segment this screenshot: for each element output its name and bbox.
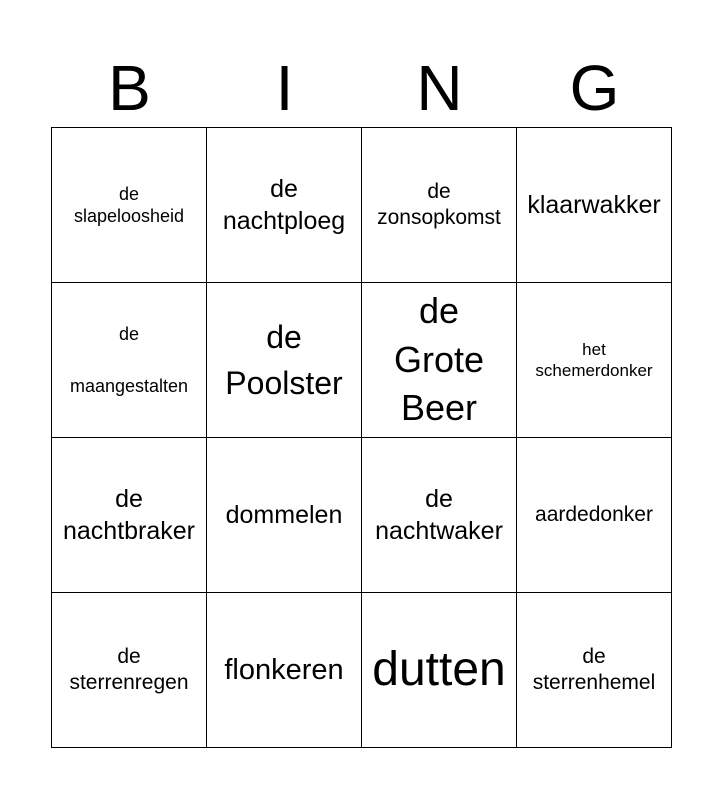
cell-word: Poolster xyxy=(225,365,343,401)
bingo-cell[interactable] xyxy=(207,283,362,438)
cell-word: de xyxy=(117,644,141,668)
cell-text xyxy=(535,502,653,528)
cell-word: de xyxy=(266,318,302,355)
cell-text xyxy=(225,314,342,407)
bingo-cell[interactable] xyxy=(517,438,672,593)
cell-word: de xyxy=(118,183,140,204)
header-letter-b: B xyxy=(108,52,151,124)
cell-word: maangestalten xyxy=(69,376,189,396)
cell-text xyxy=(377,179,501,232)
header-letter-g: G xyxy=(569,52,620,124)
cell-text xyxy=(63,483,195,547)
cell-text xyxy=(70,308,188,412)
bingo-cell[interactable] xyxy=(362,128,517,283)
cell-text xyxy=(535,339,652,382)
bingo-cell[interactable] xyxy=(517,283,672,438)
cell-word: flonkeren xyxy=(224,653,344,686)
bingo-cell[interactable] xyxy=(207,128,362,283)
cell-word: klaarwakker xyxy=(527,191,661,219)
cell-text xyxy=(375,483,503,547)
bingo-cell[interactable] xyxy=(52,128,207,283)
cell-word: nachtploeg xyxy=(222,207,346,235)
cell-text xyxy=(74,183,184,228)
cell-word: de xyxy=(427,179,451,203)
bingo-cell[interactable] xyxy=(362,283,517,438)
cell-word: dommelen xyxy=(225,501,343,529)
bingo-cell[interactable] xyxy=(362,593,517,748)
cell-word: aardedonker xyxy=(535,502,653,526)
cell-text xyxy=(69,644,188,697)
cell-word: schemerdonker xyxy=(535,361,653,380)
cell-word: de xyxy=(115,485,143,513)
bingo-header xyxy=(52,52,672,124)
bingo-cell[interactable] xyxy=(362,438,517,593)
bingo-cell[interactable] xyxy=(207,438,362,593)
bingo-cell[interactable] xyxy=(517,593,672,748)
bingo-cell[interactable] xyxy=(517,128,672,283)
cell-text xyxy=(223,173,345,237)
cell-text xyxy=(224,649,343,691)
cell-text xyxy=(533,644,656,697)
cell-word: sterrenhemel xyxy=(532,671,656,694)
cell-word: de xyxy=(582,644,606,668)
header-letter-i: I xyxy=(275,52,294,124)
bingo-cell[interactable] xyxy=(207,593,362,748)
cell-text xyxy=(394,287,484,434)
cell-word: nachtwaker xyxy=(375,517,503,545)
cell-word: het xyxy=(582,339,606,359)
header-letter-n: N xyxy=(416,52,463,124)
bingo-cell[interactable] xyxy=(52,283,207,438)
cell-word: Grote xyxy=(393,338,485,380)
cell-word: de xyxy=(118,323,140,344)
cell-text xyxy=(527,189,660,221)
cell-text xyxy=(372,640,505,700)
cell-word: dutten xyxy=(372,643,506,696)
cell-word: slapeloosheid xyxy=(73,206,185,226)
cell-word: zonsopkomst xyxy=(377,206,501,229)
bingo-cell[interactable] xyxy=(52,438,207,593)
cell-word: de xyxy=(418,289,460,331)
bingo-cell[interactable] xyxy=(52,593,207,748)
cell-word: de xyxy=(270,175,298,203)
cell-word: Beer xyxy=(400,387,478,429)
cell-text xyxy=(226,499,343,531)
cell-word: sterrenregen xyxy=(69,671,189,694)
cell-word: de xyxy=(425,485,453,513)
bingo-card-grid xyxy=(51,127,672,748)
cell-word: nachtbraker xyxy=(62,517,196,545)
